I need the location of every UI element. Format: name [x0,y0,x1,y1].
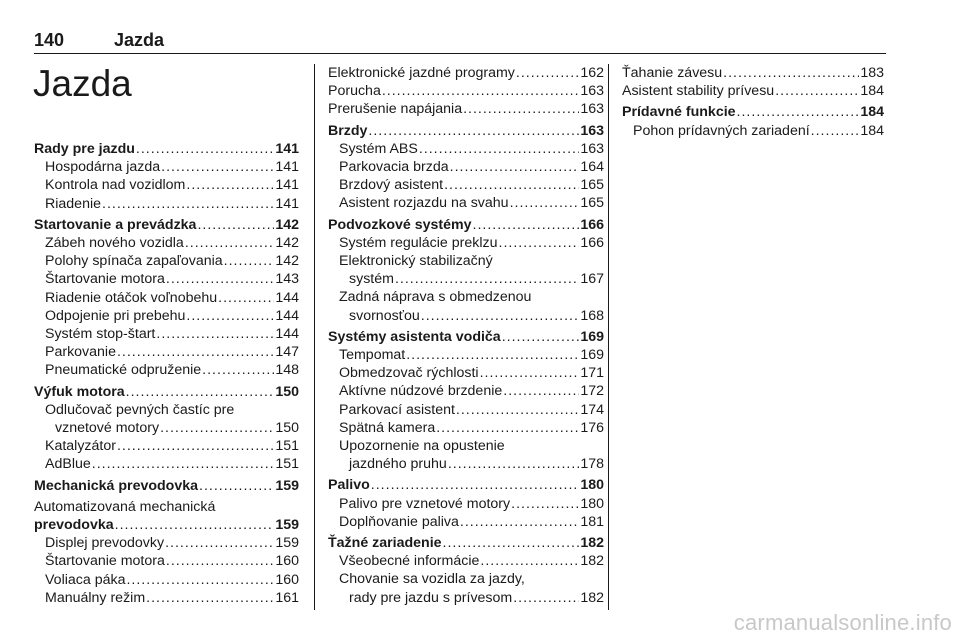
toc-page-number: 168 [580,307,604,324]
toc-page-number: 172 [580,383,604,400]
toc-page-number: 162 [580,65,604,81]
toc-section [34,216,299,234]
leader-dots [126,383,275,401]
leader-dots [463,100,579,118]
watermark: carmanualsonline.info [733,610,952,635]
toc-page-number: 141 [275,177,299,194]
toc-entry [328,382,604,400]
leader-dots [737,103,860,121]
leader-dots [146,589,274,607]
toc-entry-label: Hospodárna jazda [45,159,161,176]
leader-dots [161,158,274,176]
toc-page-number: 159 [275,517,299,534]
toc-entry [328,176,604,194]
toc-page-number: 166 [580,216,604,233]
toc-section [328,534,604,552]
leader-dots [166,552,274,570]
toc-entry [34,195,299,213]
leader-dots [92,455,275,473]
leader-dots [499,234,580,252]
leader-dots [473,216,580,234]
leader-dots [165,534,274,552]
toc-entry [34,234,299,252]
toc-entry-label: Parkovací asistent [339,401,455,418]
leader-dots [160,419,274,437]
toc-page-number: 142 [275,216,299,233]
toc-page-number: 169 [580,347,604,364]
leader-dots [775,82,859,100]
leader-dots [115,516,275,534]
toc-entry [328,234,604,252]
toc-entry [328,140,604,158]
leader-dots [185,234,275,252]
toc-page-number: 163 [580,83,604,100]
toc-entry [34,455,299,473]
toc-entry-label: Ťahanie závesu [622,65,723,81]
toc-section [328,122,604,140]
toc-entry-label: Automatizovaná mechanická [34,498,216,515]
toc-page-number: 182 [580,589,604,606]
toc-entry [34,361,299,379]
leader-dots [510,194,580,212]
toc-entry-label: Výfuk motora [34,383,125,400]
toc-page-number: 141 [275,141,299,157]
toc-page-number: 169 [580,328,604,345]
toc-page-number: 174 [580,401,604,418]
toc-entry [328,513,604,531]
toc-entry-label: Kontrola nad vozidlom [45,177,186,194]
toc-page-number: 148 [275,362,299,379]
toc-page-number: 159 [275,477,299,494]
leader-dots [480,364,580,382]
toc-entry [328,570,604,606]
toc-page-number: 150 [275,383,299,400]
leader-dots [197,216,274,234]
toc-entry-label: Odpojenie pri prebehu [45,307,186,324]
toc-entry [328,158,604,176]
toc-entry-label: Systém regulácie preklzu [339,234,498,251]
toc-page-number: 160 [275,571,299,588]
toc-entry [328,401,604,419]
leader-dots [156,325,274,343]
toc-entry-label: Parkovanie [45,344,116,361]
toc-page-number: 184 [860,104,884,121]
toc-page-number: 164 [580,159,604,176]
leader-dots [406,346,579,364]
leader-dots [516,64,579,82]
toc-entry-label: Prerušenie napájania [328,101,463,118]
toc-column-2 [328,64,604,607]
page-header [34,27,886,54]
leader-dots [421,307,580,325]
toc-entry-label: AdBlue [45,456,91,473]
toc-page-number: 184 [860,122,884,139]
leader-dots [448,455,580,473]
leader-dots [443,534,580,552]
toc-entry-label: Pohon prídavných zariadení [633,122,810,139]
toc-entry [622,64,884,82]
leader-dots [480,552,579,570]
toc-entry-label: Parkovacia brzda [339,159,449,176]
toc-section [328,476,604,494]
toc-entry-label: Palivo pre vznetové motory [339,495,511,512]
toc-entry-label-cont: rady pre jazdu s prívesom [349,589,513,606]
leader-dots [460,513,579,531]
toc-entry-label: Všeobecné informácie [339,553,480,570]
leader-dots [811,122,860,140]
leader-dots [199,477,274,495]
toc-entry-label: Systémy asistenta vodiča [328,328,501,345]
leader-dots [723,64,859,82]
leader-dots [126,571,274,589]
leader-dots [202,361,274,379]
toc-entry-label-cont: svornosťou [349,307,420,324]
leader-dots [456,401,579,419]
leader-dots [117,437,274,455]
chapter-header: Jazda [114,30,165,50]
toc-entry [328,364,604,382]
toc-page-number: 144 [275,307,299,324]
toc-entry-label: Voliaca páka [45,571,126,588]
toc-entry [34,289,299,307]
toc-entry-label: Podvozkové systémy [328,216,472,233]
leader-dots [419,140,579,158]
toc-entry-label: Pneumatické odpruženie [45,362,202,379]
toc-entry [328,100,604,118]
toc-column-1 [34,140,299,607]
leader-dots [511,495,579,513]
toc-entry [34,552,299,570]
toc-entry-label: Katalyzátor [45,438,116,455]
toc-page-number: 151 [275,456,299,473]
toc-page-number: 147 [275,344,299,361]
leader-dots [450,158,580,176]
toc-entry [34,270,299,288]
toc-entry [328,64,604,82]
leader-dots [186,307,274,325]
toc-entry-label: Elektronický stabilizačný [339,253,493,270]
toc-page-number: 163 [580,101,604,118]
toc-entry-label: Riadenie otáčok voľnobehu [45,289,218,306]
toc-entry [622,82,884,100]
leader-dots [444,176,579,194]
toc-page-number: 178 [580,456,604,473]
toc-section [34,383,299,401]
toc-entry-label: Displej prevodovky [45,535,165,552]
toc-section [34,477,299,495]
page-number: 140 [34,30,65,50]
leader-dots [368,122,579,140]
toc-page-number: 182 [580,535,604,552]
toc-page-number: 180 [580,495,604,512]
toc-entry-label: Obmedzovač rýchlosti [339,365,479,382]
toc-page-number: 166 [580,234,604,251]
toc-entry [328,288,604,324]
toc-entry [622,122,884,140]
toc-page-number: 141 [275,159,299,176]
toc-entry [328,552,604,570]
toc-section [622,103,884,121]
toc-page-number: 161 [275,589,299,606]
toc-entry-label: Doplňovanie paliva [339,513,459,530]
toc-entry-label: Aktívne núdzové brzdenie [339,383,503,400]
leader-dots [102,195,274,213]
toc-entry-label: Odlučovač pevných častíc pre [45,401,235,418]
toc-page-number: 159 [275,535,299,552]
toc-page-number: 165 [580,195,604,212]
leader-dots [117,343,274,361]
toc-column-3 [622,64,884,140]
toc-page-number: 142 [275,235,299,252]
toc-entry-label: Polohy spínača zapaľovania [45,253,223,270]
toc-entry [34,176,299,194]
toc-page-number: 176 [580,419,604,436]
toc-entry-label: Ťažné zariadenie [328,535,442,552]
toc-page-number: 182 [580,553,604,570]
leader-dots [502,328,580,346]
leader-dots [186,176,274,194]
column-divider [314,64,315,610]
toc-entry [328,346,604,364]
toc-page-number: 142 [275,253,299,270]
toc-page-number: 163 [580,140,604,157]
toc-entry [34,158,299,176]
toc-entry [34,571,299,589]
leader-dots [382,82,579,100]
toc-page-number: 144 [275,326,299,343]
toc-entry-label: Chovanie sa vozidla za jazdy, [339,571,525,588]
toc-entry-label-cont: prevodovka [34,517,114,534]
leader-dots [224,252,275,270]
toc-page-number: 180 [580,477,604,494]
toc-entry [34,534,299,552]
toc-entry-label: Rady pre jazdu [34,141,135,157]
toc-entry-label: Prídavné funkcie [622,104,736,121]
toc-entry-label: Tempomat [339,347,406,364]
toc-entry-label: Zábeh nového vozidla [45,235,184,252]
leader-dots [395,270,579,288]
toc-entry [34,437,299,455]
toc-entry-label-cont: vznetové motory [55,420,160,437]
toc-entry-label: Asistent stability prívesu [622,83,775,100]
leader-dots [436,419,579,437]
toc-entry [328,419,604,437]
page-title: Jazda [33,63,132,104]
toc-entry [328,437,604,473]
toc-entry [328,194,604,212]
toc-entry [34,307,299,325]
toc-entry-label: Brzdový asistent [339,177,444,194]
toc-entry [34,325,299,343]
toc-entry-label: Spätná kamera [339,419,436,436]
column-divider [608,64,609,610]
toc-entry-label: Startovanie a prevádzka [34,216,197,233]
toc-entry-label-cont: jazdného pruhu [349,456,447,473]
toc-entry-label: Porucha [328,83,381,100]
toc-entry [34,589,299,607]
toc-entry [328,495,604,513]
toc-page-number: 171 [580,365,604,382]
toc-entry [328,82,604,100]
toc-entry-label: Asistent rozjazdu na svahu [339,195,509,212]
toc-page-number: 181 [580,513,604,530]
toc-entry-label: Mechanická prevodovka [34,477,199,494]
toc-entry-label: Zadná náprava s obmedzenou [339,289,532,306]
toc-page-number: 150 [275,420,299,437]
leader-dots [503,382,579,400]
toc-page-number: 184 [860,83,884,100]
toc-page-number: 167 [580,271,604,288]
toc-entry-label: Systém ABS [339,140,418,157]
toc-section [34,140,299,158]
toc-section [328,216,604,234]
leader-dots [136,140,274,158]
toc-entry-label: Riadenie [45,195,102,212]
toc-page-number: 160 [275,553,299,570]
toc-page-number: 165 [580,177,604,194]
toc-page-number: 143 [275,271,299,288]
toc-page-number: 183 [860,65,884,81]
toc-section [34,498,299,534]
toc-page-number: 141 [275,195,299,212]
toc-page-number: 163 [580,122,604,139]
toc-entry-label: Upozornenie na opustenie [339,438,505,455]
toc-section [328,328,604,346]
toc-entry-label: Elektronické jazdné programy [328,65,515,81]
leader-dots [166,270,274,288]
toc-entry-label: Brzdy [328,122,368,139]
toc-entry [34,401,299,437]
toc-page-number: 144 [275,289,299,306]
toc-entry-label: Štartovanie motora [45,271,165,288]
toc-entry-label: Štartovanie motora [45,553,165,570]
toc-entry-label: Manuálny režim [45,589,146,606]
toc-entry [328,252,604,288]
toc-entry-label-cont: systém [349,271,394,288]
toc-entry [34,343,299,361]
leader-dots [218,289,274,307]
toc-entry [34,252,299,270]
leader-dots [371,476,580,494]
toc-page-number: 151 [275,438,299,455]
toc-entry-label: Systém stop-štart [45,326,156,343]
leader-dots [513,589,579,607]
toc-entry-label: Palivo [328,477,370,494]
